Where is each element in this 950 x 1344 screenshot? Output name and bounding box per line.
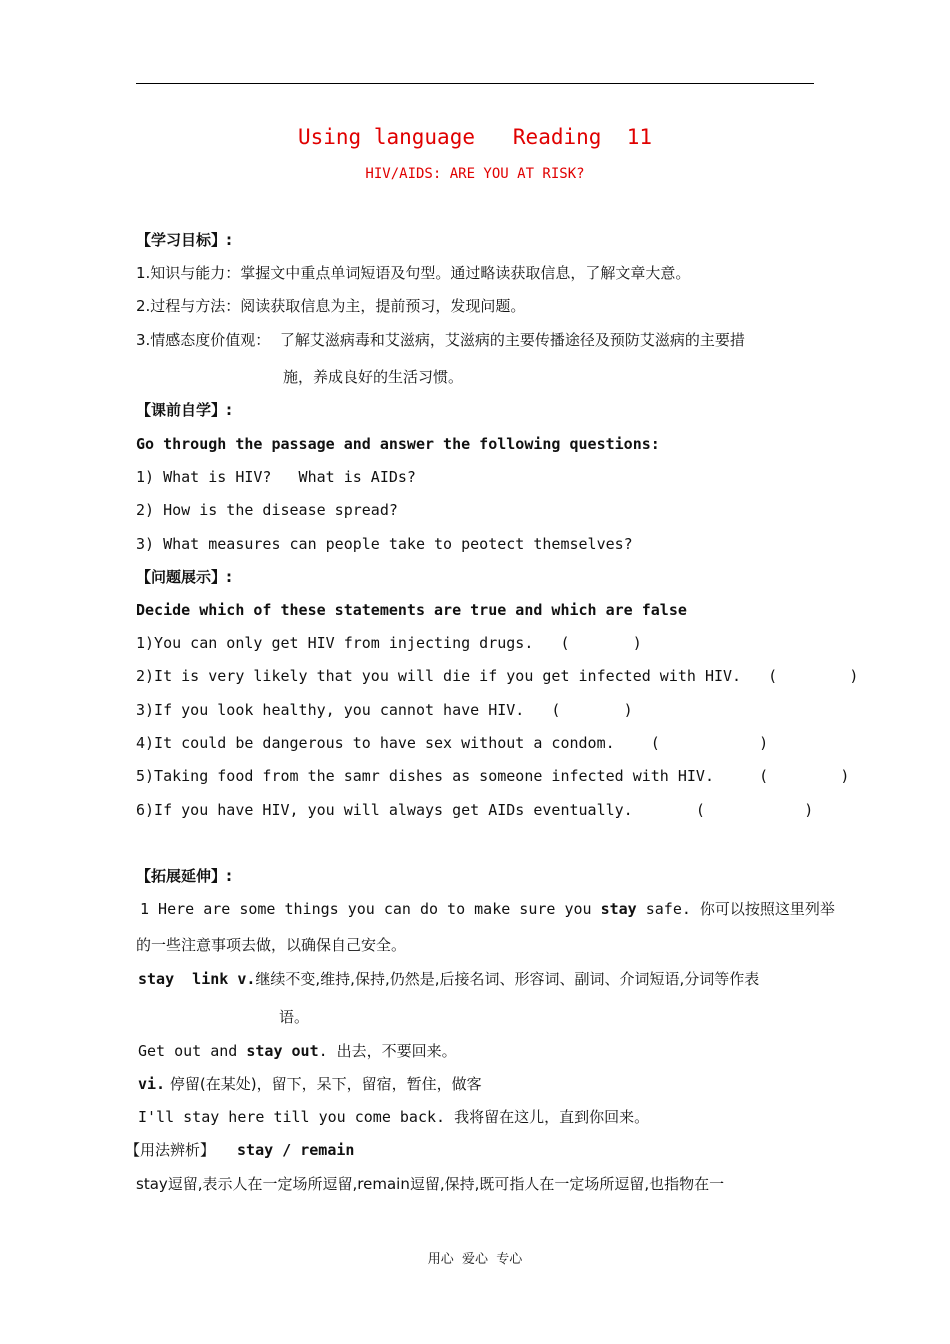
stay-meaning: 继续不变,维持,保持,仍然是,后接名词、形容词、副词、介词短语,分词等作表 (255, 970, 760, 988)
page-subtitle: HIV/AIDS: ARE YOU AT RISK? (365, 166, 585, 182)
usage-text: stay逗留,表示人在一定场所逗留,remain逗留,保持,既可指人在一定场所逗留,也指物在一 (136, 1175, 725, 1193)
statement: 1)You can only get HIV from injecting drugs. ( ) (136, 634, 642, 652)
objectives-heading: 【学习目标】: (136, 231, 232, 249)
preview-question: 1) What is HIV? What is AIDs? (136, 468, 416, 486)
example-sentence (138, 1041, 457, 1061)
problems-instruction: Decide which of these statements are true and which are false (136, 601, 687, 619)
preview-heading: 【课前自学】: (136, 401, 232, 419)
header-rule (136, 83, 814, 84)
extension-heading: 【拓展延伸】: (136, 867, 232, 885)
statement: 2)It is very likely that you will die if you get infected with HIV. ( ) (136, 667, 859, 685)
page-title: Using language Reading 11 (297, 125, 652, 149)
objective-item: 3.情感态度价值观： 了解艾滋病毒和艾滋病，艾滋病的主要传播途径及预防艾滋病的主要措 (136, 331, 745, 349)
objective-item-continued: 施，养成良好的生活习惯。 (283, 368, 464, 386)
usage-heading (125, 1140, 354, 1160)
extension-text: safe. 你可以按照这里列举 (636, 900, 835, 918)
objective-item: 2.过程与方法：阅读获取信息为主，提前预习，发现问题。 (136, 297, 526, 315)
stay-definition (138, 969, 759, 989)
vi-definition (138, 1074, 482, 1094)
objective-item: 1.知识与能力：掌握文中重点单词短语及句型。通过略读获取信息，了解文章大意。 (136, 264, 691, 282)
stay-part-of-speech: stay link v. (138, 970, 256, 988)
statement: 5)Taking food from the samr dishes as someone infected with HIV. ( ) (136, 767, 850, 785)
example-sentence: I'll stay here till you come back. 我将留在这儿，直到你回来。 (138, 1108, 650, 1126)
usage-words: stay / remain (237, 1141, 355, 1159)
keyword-stay: stay (600, 900, 637, 918)
example-text: Get out and (138, 1042, 247, 1060)
stay-definition-continued: 语。 (279, 1008, 310, 1026)
preview-instruction: Go through the passage and answer the following questions: (136, 435, 660, 453)
extension-paragraph (140, 899, 835, 919)
preview-question: 3) What measures can people take to peotect themselves? (136, 535, 633, 553)
vi-meaning: 停留(在某处)，留下，呆下，留宿，暂住，做客 (165, 1075, 482, 1093)
problems-heading: 【问题展示】: (136, 568, 232, 586)
usage-label: 【用法辨析】 (125, 1141, 216, 1159)
keyword-stay-out: stay out (246, 1042, 319, 1060)
example-text: . 出去，不要回来。 (318, 1042, 457, 1060)
statement: 4)It could be dangerous to have sex without a condom. ( ) (136, 734, 769, 752)
extension-text: 1 Here are some things you can do to make sure you (140, 900, 601, 918)
vi-part-of-speech: vi. (138, 1075, 166, 1093)
statement: 6)If you have HIV, you will always get AIDs eventually. ( ) (136, 801, 814, 819)
preview-question: 2) How is the disease spread? (136, 501, 398, 519)
statement: 3)If you look healthy, you cannot have HIV. ( ) (136, 701, 633, 719)
page-footer: 用心 爱心 专心 (427, 1252, 523, 1267)
extension-paragraph-continued: 的一些注意事项去做，以确保自己安全。 (136, 936, 407, 954)
